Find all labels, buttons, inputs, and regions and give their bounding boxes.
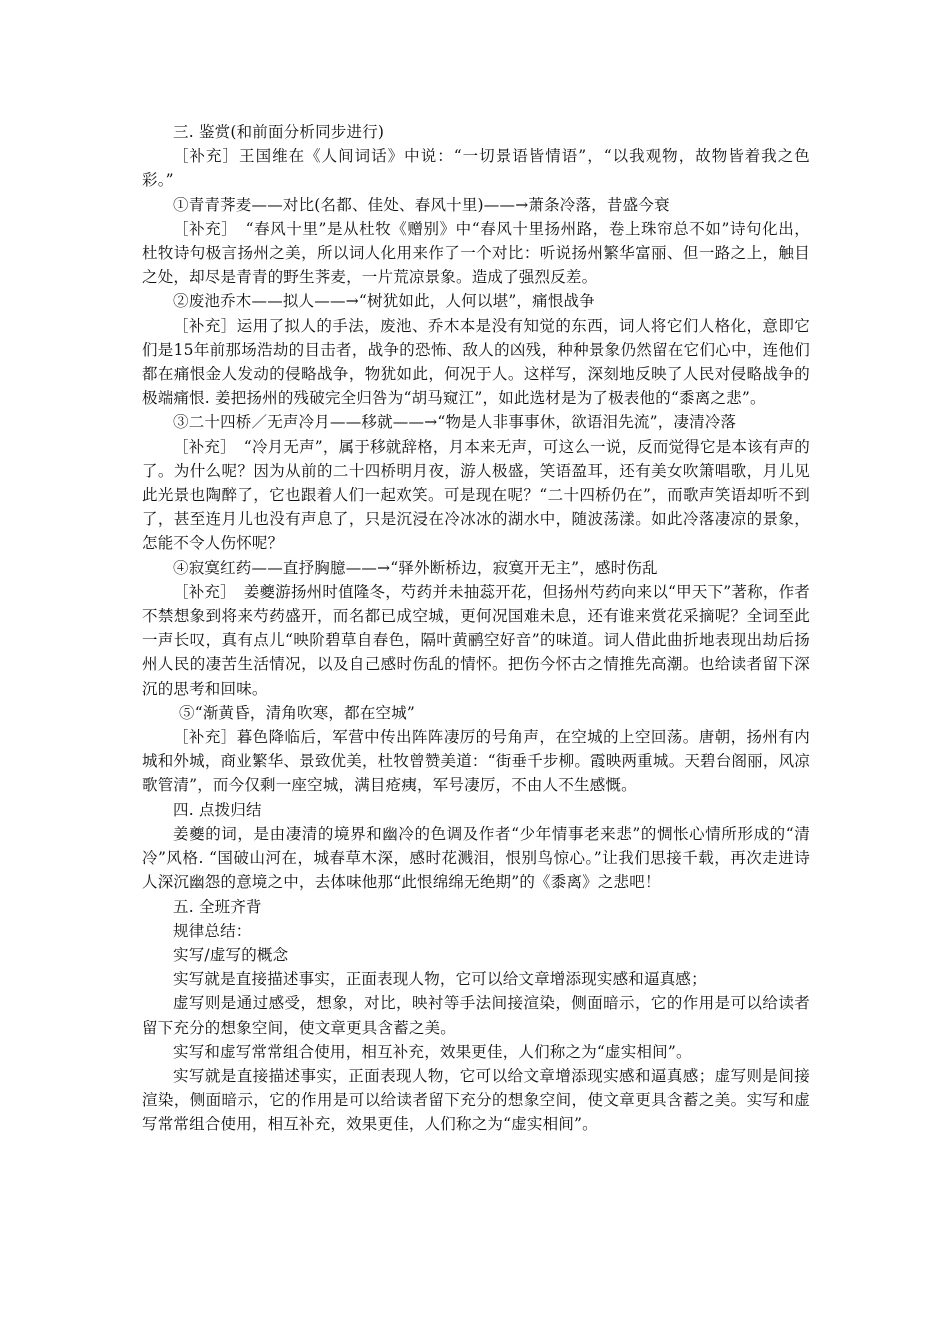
concept-recap-paragraph: 实写就是直接描述事实，正面表现人物，它可以给文章增添现实感和逼真感；虚写则是间接渲染，侧面暗示，它的作用是可以给读者留下充分的想象空间，使文章更具含蓄之美。实写和虚写常常组合使用，相互补充，效果更佳，人们称之为“虚实相间”。 — [142, 1066, 810, 1134]
analysis-point-4: ④寂寞红药——直抒胸臆——→“驿外断桥边，寂寞开无主”，感时伤乱 — [173, 558, 658, 577]
supplement-paragraph: ［补充］ “春风十里”是从杜牧《赠别》中“春风十里扬州路，卷上珠帘总不如”诗句化出，杜牧诗句极言扬州之美，所以词人化用来作了一个对比：听说扬州繁华富丽、但一路之上，触目之处，却尽是青青的野生荠麦，一片荒凉景象。造成了强烈反差。 — [142, 219, 810, 287]
concept-paragraph: 实写和虚写常常组合使用，相互补充，效果更佳，人们称之为“虚实相间”。 — [173, 1042, 692, 1061]
supplement-paragraph: ［补充］王国维在《人间词话》中说：“一切景语皆情语”，“以我观物，故物皆着我之色彩。” — [142, 147, 810, 190]
section-heading-summary: 四. 点拨归结 — [173, 800, 262, 819]
analysis-point-3: ③二十四桥／无声冷月——移就——→“物是人非事事休，欲语泪先流”，凄清冷落 — [173, 413, 737, 432]
section-heading-appreciation: 三. 鉴赏(和前面分析同步进行) — [173, 123, 385, 141]
supplement-paragraph: ［补充］暮色降临后，军营中传出阵阵凄厉的号角声，在空城的上空回荡。唐朝，扬州有内城和外城，商业繁华、景致优美，杜牧曾赞美道：“街垂千步柳。霞映两重城。天碧台阁丽，风凉歌管清”，而今仅剩一座空城，满目疮痍，军号凄厉，不由人不生感慨。 — [142, 728, 810, 795]
supplement-paragraph: ［补充］ “冷月无声”，属于移就辞格，月本来无声，可这么一说，反而觉得它是本该有声的了。为什么呢？因为从前的二十四桥明月夜，游人极盛，笑语盈耳，还有美女吹箫唱歌，月儿见此光景也陶醉了，它也跟着人们一起欢笑。可是现在呢？“二十四桥仍在”，而歌声笑语却听不到了，甚至连月儿也没有声息了，只是沉浸在冷冰冰的湖水中，随波荡漾。如此冷落凄凉的景象，怎能不令人伤怀呢？ — [142, 437, 810, 553]
concept-heading: 实写/虚写的概念 — [173, 945, 289, 964]
rule-summary-label: 规律总结： — [173, 921, 252, 940]
concept-paragraph: 虚写则是通过感受，想象，对比，映衬等手法间接渲染，侧面暗示，它的作用是可以给读者留下充分的想象空间，使文章更具含蓄之美。 — [142, 994, 810, 1037]
analysis-point-1: ①青青荠麦——对比(名都、佳处、春风十里)——→萧条冷落，昔盛今衰 — [173, 195, 670, 214]
analysis-point-2: ②废池乔木——拟人——→“树犹如此，人何以堪”，痛恨战争 — [173, 292, 595, 311]
concept-paragraph: 实写就是直接描述事实，正面表现人物，它可以给文章增添现实感和逼真感； — [173, 970, 707, 989]
supplement-paragraph: ［补充］ 姜夔游扬州时值隆冬，芍药并未抽蕊开花，但扬州芍药向来以“甲天下”著称，作者不禁想象到将来芍药盛开，而名都已成空城，更何况国难未息，还有谁来赏花采摘呢？全词至此一声长叹，真有点儿“映阶碧草自春色，隔叶黄鹂空好音”的味道。词人借此曲折地表现出劫后扬州人民的凄苦生活情况，以及自己感时伤乱的情怀。把伤今怀古之情推先高潮。也给读者留下深沉的思考和回味。 — [142, 582, 810, 698]
document-page — [142, 120, 810, 1137]
analysis-point-5: ⑤“渐黄昏，清角吹寒，都在空城” — [179, 703, 416, 722]
section-heading-recitation: 五. 全班齐背 — [173, 897, 262, 916]
summary-paragraph: 姜夔的词，是由凄清的境界和幽冷的色调及作者“少年情事老来悲”的惆怅心情所形成的“清冷”风格. “国破山河在，城春草木深，感时花溅泪，恨别鸟惊心。”让我们思接千载，再次走进诗人深沉幽怨的意境之中，去体味他那“此恨绵绵无绝期”的《黍离》之悲吧！ — [142, 824, 810, 892]
supplement-paragraph: ［补充］运用了拟人的手法，废池、乔木本是没有知觉的东西，词人将它们人格化，意即它们是15年前那场浩劫的目击者，战争的恐怖、敌人的凶残，种种景象仍然留在它们心中，连他们都在痛恨金人发动的侵略战争，物犹如此，何况于人。这样写，深刻地反映了人民对侵略战争的极端痛恨. 姜把扬州的残破完全归咎为“胡马窥江”，如此选材是为了极表他的“黍离之悲”。 — [142, 316, 810, 408]
